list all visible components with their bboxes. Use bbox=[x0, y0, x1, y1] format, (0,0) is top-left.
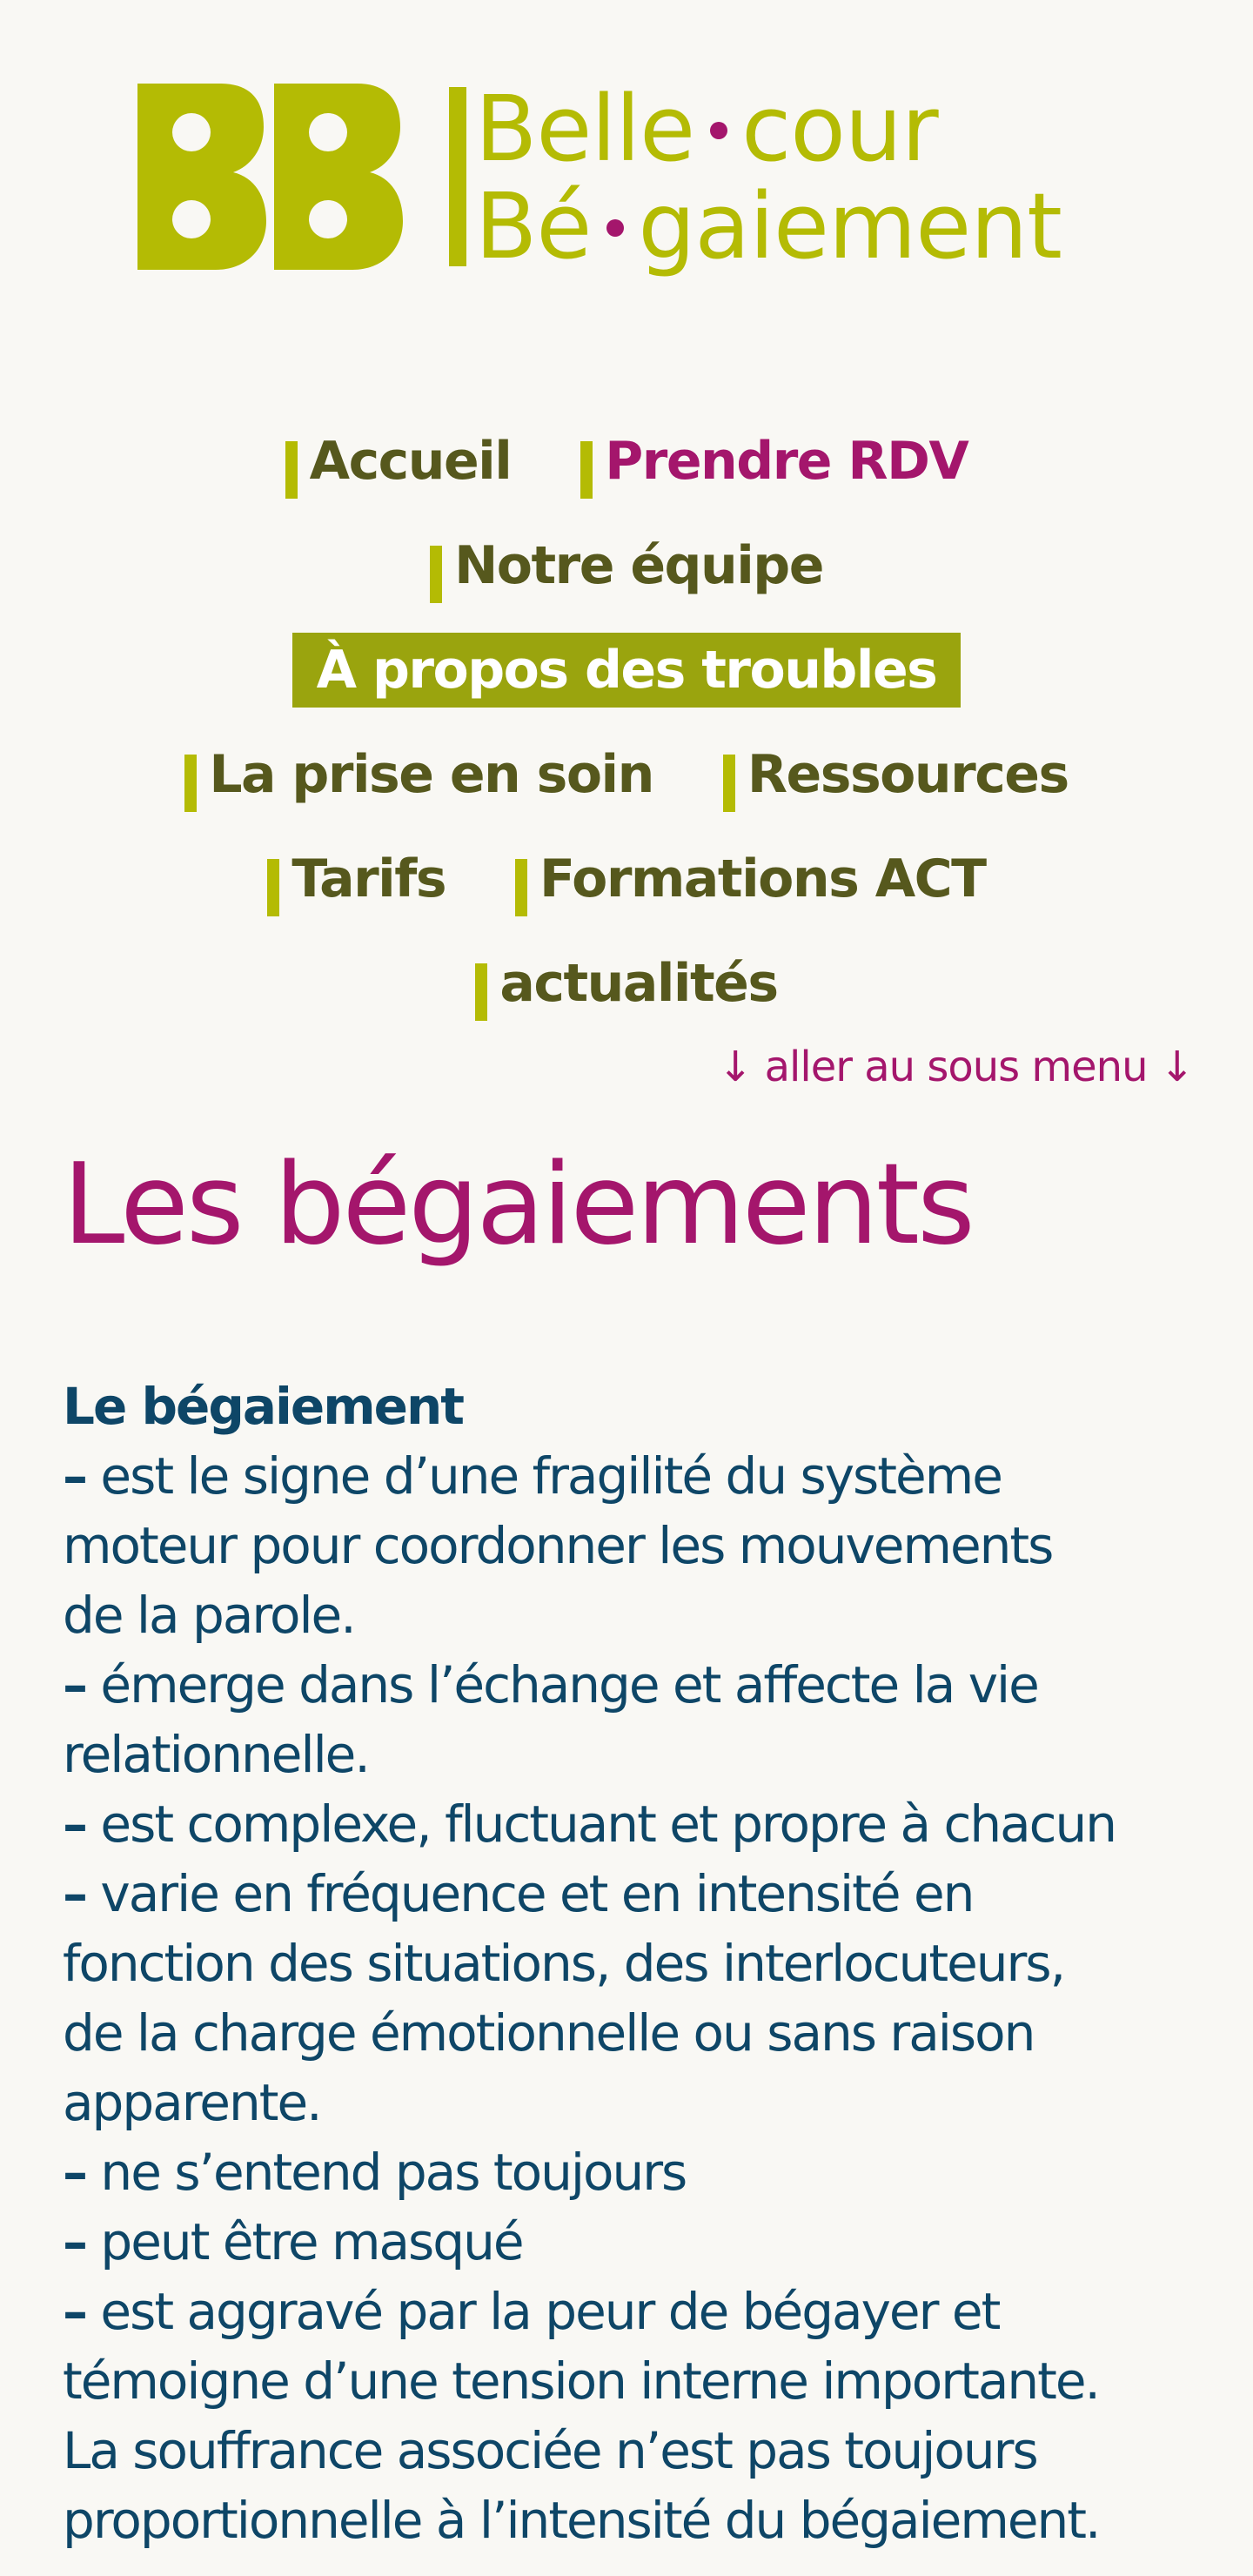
goto-submenu-link[interactable]: ↓ aller au sous menu ↓ bbox=[718, 1043, 1194, 1091]
nav-row bbox=[0, 513, 1253, 618]
body-line-text: émerge dans l’échange et affecte la vie bbox=[86, 1655, 1038, 1714]
bullet-dash: – bbox=[63, 2212, 86, 2271]
nav-item-accueil[interactable]: Accueil bbox=[285, 431, 512, 492]
body-line: témoigne d’une tension interne importante. bbox=[63, 2351, 1099, 2411]
body-line bbox=[63, 1441, 1211, 1511]
body-line: moteur pour coordonner les mouvements bbox=[63, 1516, 1053, 1575]
body-line bbox=[63, 2277, 1211, 2346]
bullet-dash: – bbox=[63, 1446, 86, 1506]
bullet-dash: – bbox=[63, 2143, 86, 2202]
bullet-dash: – bbox=[63, 2282, 86, 2341]
body-line-text: varie en fréquence et en intensité en bbox=[86, 1864, 974, 1923]
body-line-text: est le signe d’une fragilité du système bbox=[86, 1446, 1002, 1506]
nav-item-prendre-rdv[interactable]: Prendre RDV bbox=[580, 431, 968, 492]
nav-row bbox=[0, 409, 1253, 513]
body-line bbox=[63, 2137, 1211, 2207]
nav-row bbox=[0, 618, 1253, 722]
body-line-text: est complexe, fluctuant et propre à chacun bbox=[86, 1794, 1116, 1854]
logo-dot bbox=[710, 122, 727, 139]
body-line: de la parole. bbox=[63, 1586, 355, 1645]
body-line bbox=[63, 1859, 1211, 1929]
body-line-text: ne s’entend pas toujours bbox=[86, 2143, 687, 2202]
bb-logo-mark bbox=[137, 84, 403, 270]
bullet-dash: – bbox=[63, 1655, 86, 1714]
nav-item-a-propos-des-troubles[interactable]: À propos des troubles bbox=[292, 633, 962, 708]
site-logo[interactable] bbox=[137, 76, 1121, 292]
body-line: apparente. bbox=[63, 2073, 321, 2132]
body-line: relationnelle. bbox=[63, 1725, 369, 1784]
logo-word-belle: Belle bbox=[475, 76, 695, 182]
logo-divider-bar bbox=[449, 87, 466, 266]
logo-line-1 bbox=[475, 76, 938, 182]
nav-item-formations-act[interactable]: Formations ACT bbox=[515, 849, 986, 909]
main-nav bbox=[0, 409, 1253, 1036]
logo-line-2 bbox=[475, 173, 1062, 279]
body-line bbox=[63, 2207, 1211, 2277]
body-line: proportionnelle à l’intensité du bégaiement. bbox=[63, 2491, 1100, 2550]
body-line-text: peut être masqué bbox=[86, 2212, 523, 2271]
logo-word-be: Bé bbox=[475, 173, 592, 279]
bullet-dash: – bbox=[63, 1794, 86, 1854]
body-line: La souffrance associée n’est pas toujours bbox=[63, 2421, 1037, 2480]
nav-row bbox=[0, 827, 1253, 931]
logo-dot bbox=[606, 219, 624, 237]
logo-word-gaiement: gaiement bbox=[638, 173, 1062, 279]
nav-row bbox=[0, 931, 1253, 1036]
page-title: Les bégaiements bbox=[63, 1140, 973, 1270]
nav-item-tarifs[interactable]: Tarifs bbox=[267, 849, 446, 909]
nav-row bbox=[0, 722, 1253, 827]
bullet-dash: – bbox=[63, 1864, 86, 1923]
nav-item-notre-equipe[interactable]: Notre équipe bbox=[430, 535, 823, 596]
body-line-text: est aggravé par la peur de bégayer et bbox=[86, 2282, 1000, 2341]
nav-item-actualites[interactable]: actualités bbox=[475, 953, 777, 1014]
logo-word-cour: cour bbox=[741, 76, 938, 182]
article-subhead: Le bégaiement bbox=[63, 1377, 464, 1436]
body-line bbox=[63, 1789, 1211, 1859]
body-line bbox=[63, 1650, 1211, 1720]
article-body bbox=[63, 1372, 1211, 2555]
nav-item-la-prise-en-soin[interactable]: La prise en soin bbox=[184, 744, 653, 805]
nav-item-ressources[interactable]: Ressources bbox=[723, 744, 1069, 805]
body-line: fonction des situations, des interlocuteurs, bbox=[63, 1934, 1065, 1993]
body-line: de la charge émotionnelle ou sans raison bbox=[63, 2003, 1035, 2063]
